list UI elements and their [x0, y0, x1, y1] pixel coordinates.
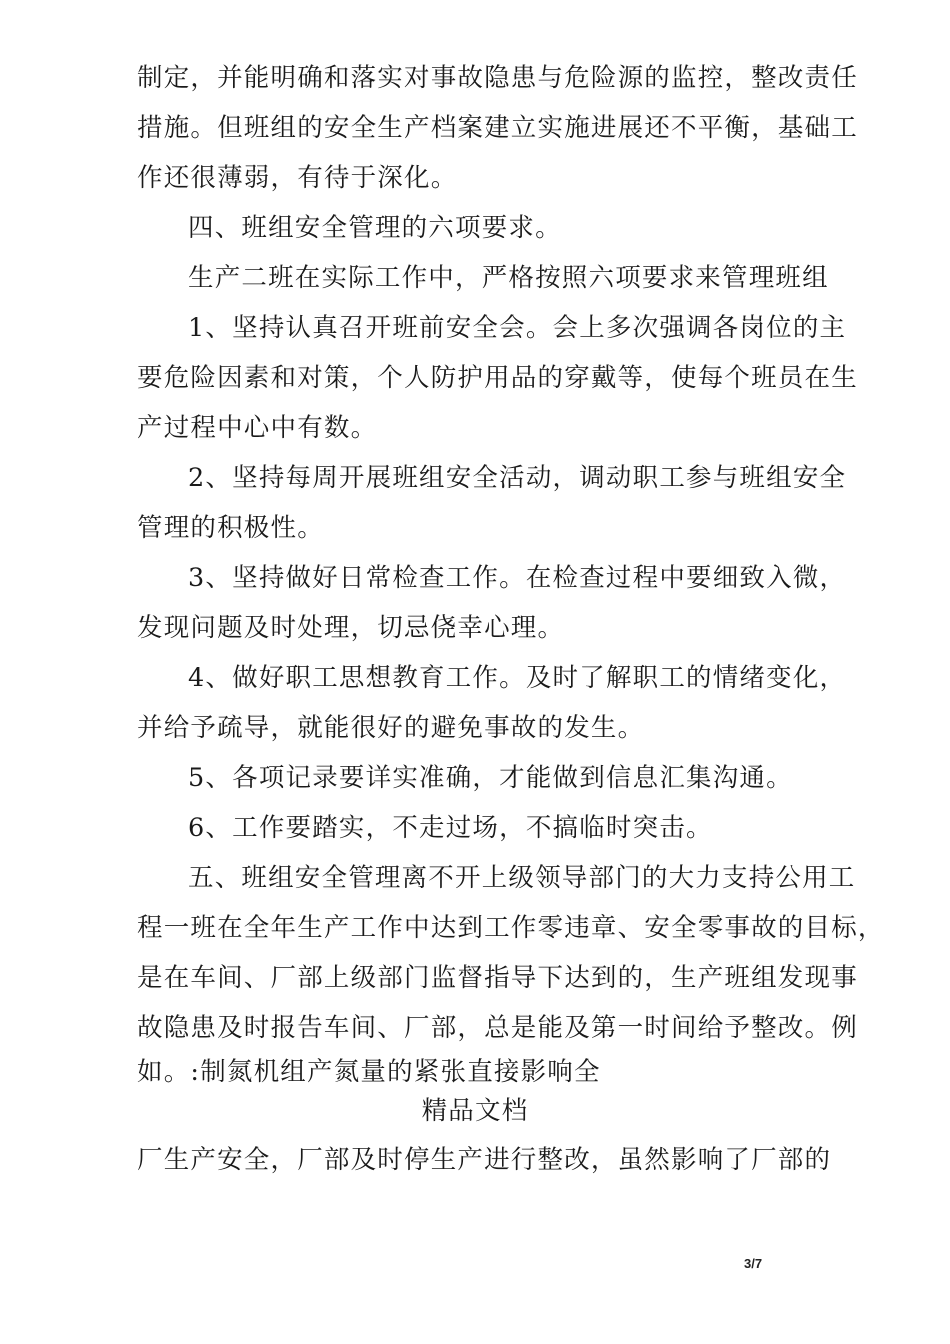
text-line: 生产二班在实际工作中，严格按照六项要求来管理班组 [188, 263, 829, 293]
list-item-1: 1、坚持认真召开班前安全会。会上多次强调各岗位的主 [188, 313, 847, 343]
text-line: 措施。但班组的安全生产档案建立实施进展还不平衡，基础工 [137, 113, 858, 143]
list-item-3: 3、坚持做好日常检查工作。在检查过程中要细致入微， [188, 563, 847, 593]
list-item-5: 5、各项记录要详实准确，才能做到信息汇集沟通。 [188, 763, 793, 793]
text-line: 作还很薄弱，有待于深化。 [137, 163, 458, 193]
text-line: 故隐患及时报告车间、厂部，总是能及第一时间给予整改。例 [137, 1013, 858, 1043]
text-line: 制定，并能明确和落实对事故隐患与危险源的监控，整改责任 [137, 63, 858, 93]
list-item-6: 6、工作要踏实，不走过场，不搞临时突击。 [188, 813, 713, 843]
list-item-2: 2、坚持每周开展班组安全活动，调动职工参与班组安全 [188, 463, 847, 493]
page-number: 3/7 [744, 1256, 763, 1271]
text-line: 并给予疏导，就能很好的避免事故的发生。 [137, 713, 645, 743]
text-line: 产过程中心中有数。 [137, 413, 378, 443]
list-item-4: 4、做好职工思想教育工作。及时了解职工的情绪变化， [188, 663, 847, 693]
text-line: 厂生产安全，厂部及时停生产进行整改，虽然影响了厂部的 [137, 1145, 832, 1175]
text-line: 发现问题及时处理，切忌侥幸心理。 [137, 613, 565, 643]
section-heading: 五、班组安全管理离不开上级领导部门的大力支持公用工 [188, 863, 856, 893]
section-heading: 四、班组安全管理的六项要求。 [188, 213, 562, 243]
watermark-text: 精品文档 [421, 1096, 529, 1126]
text-line: 是在车间、厂部上级部门监督指导下达到的，生产班组发现事 [137, 963, 858, 993]
text-line: 程一班在全年生产工作中达到工作零违章、安全零事故的目标， [137, 913, 885, 943]
text-line: 管理的积极性。 [137, 513, 324, 543]
text-line: 要危险因素和对策，个人防护用品的穿戴等，使每个班员在生 [137, 363, 858, 393]
text-line: 如。:制氮机组产氮量的紧张直接影响全 [137, 1057, 601, 1087]
